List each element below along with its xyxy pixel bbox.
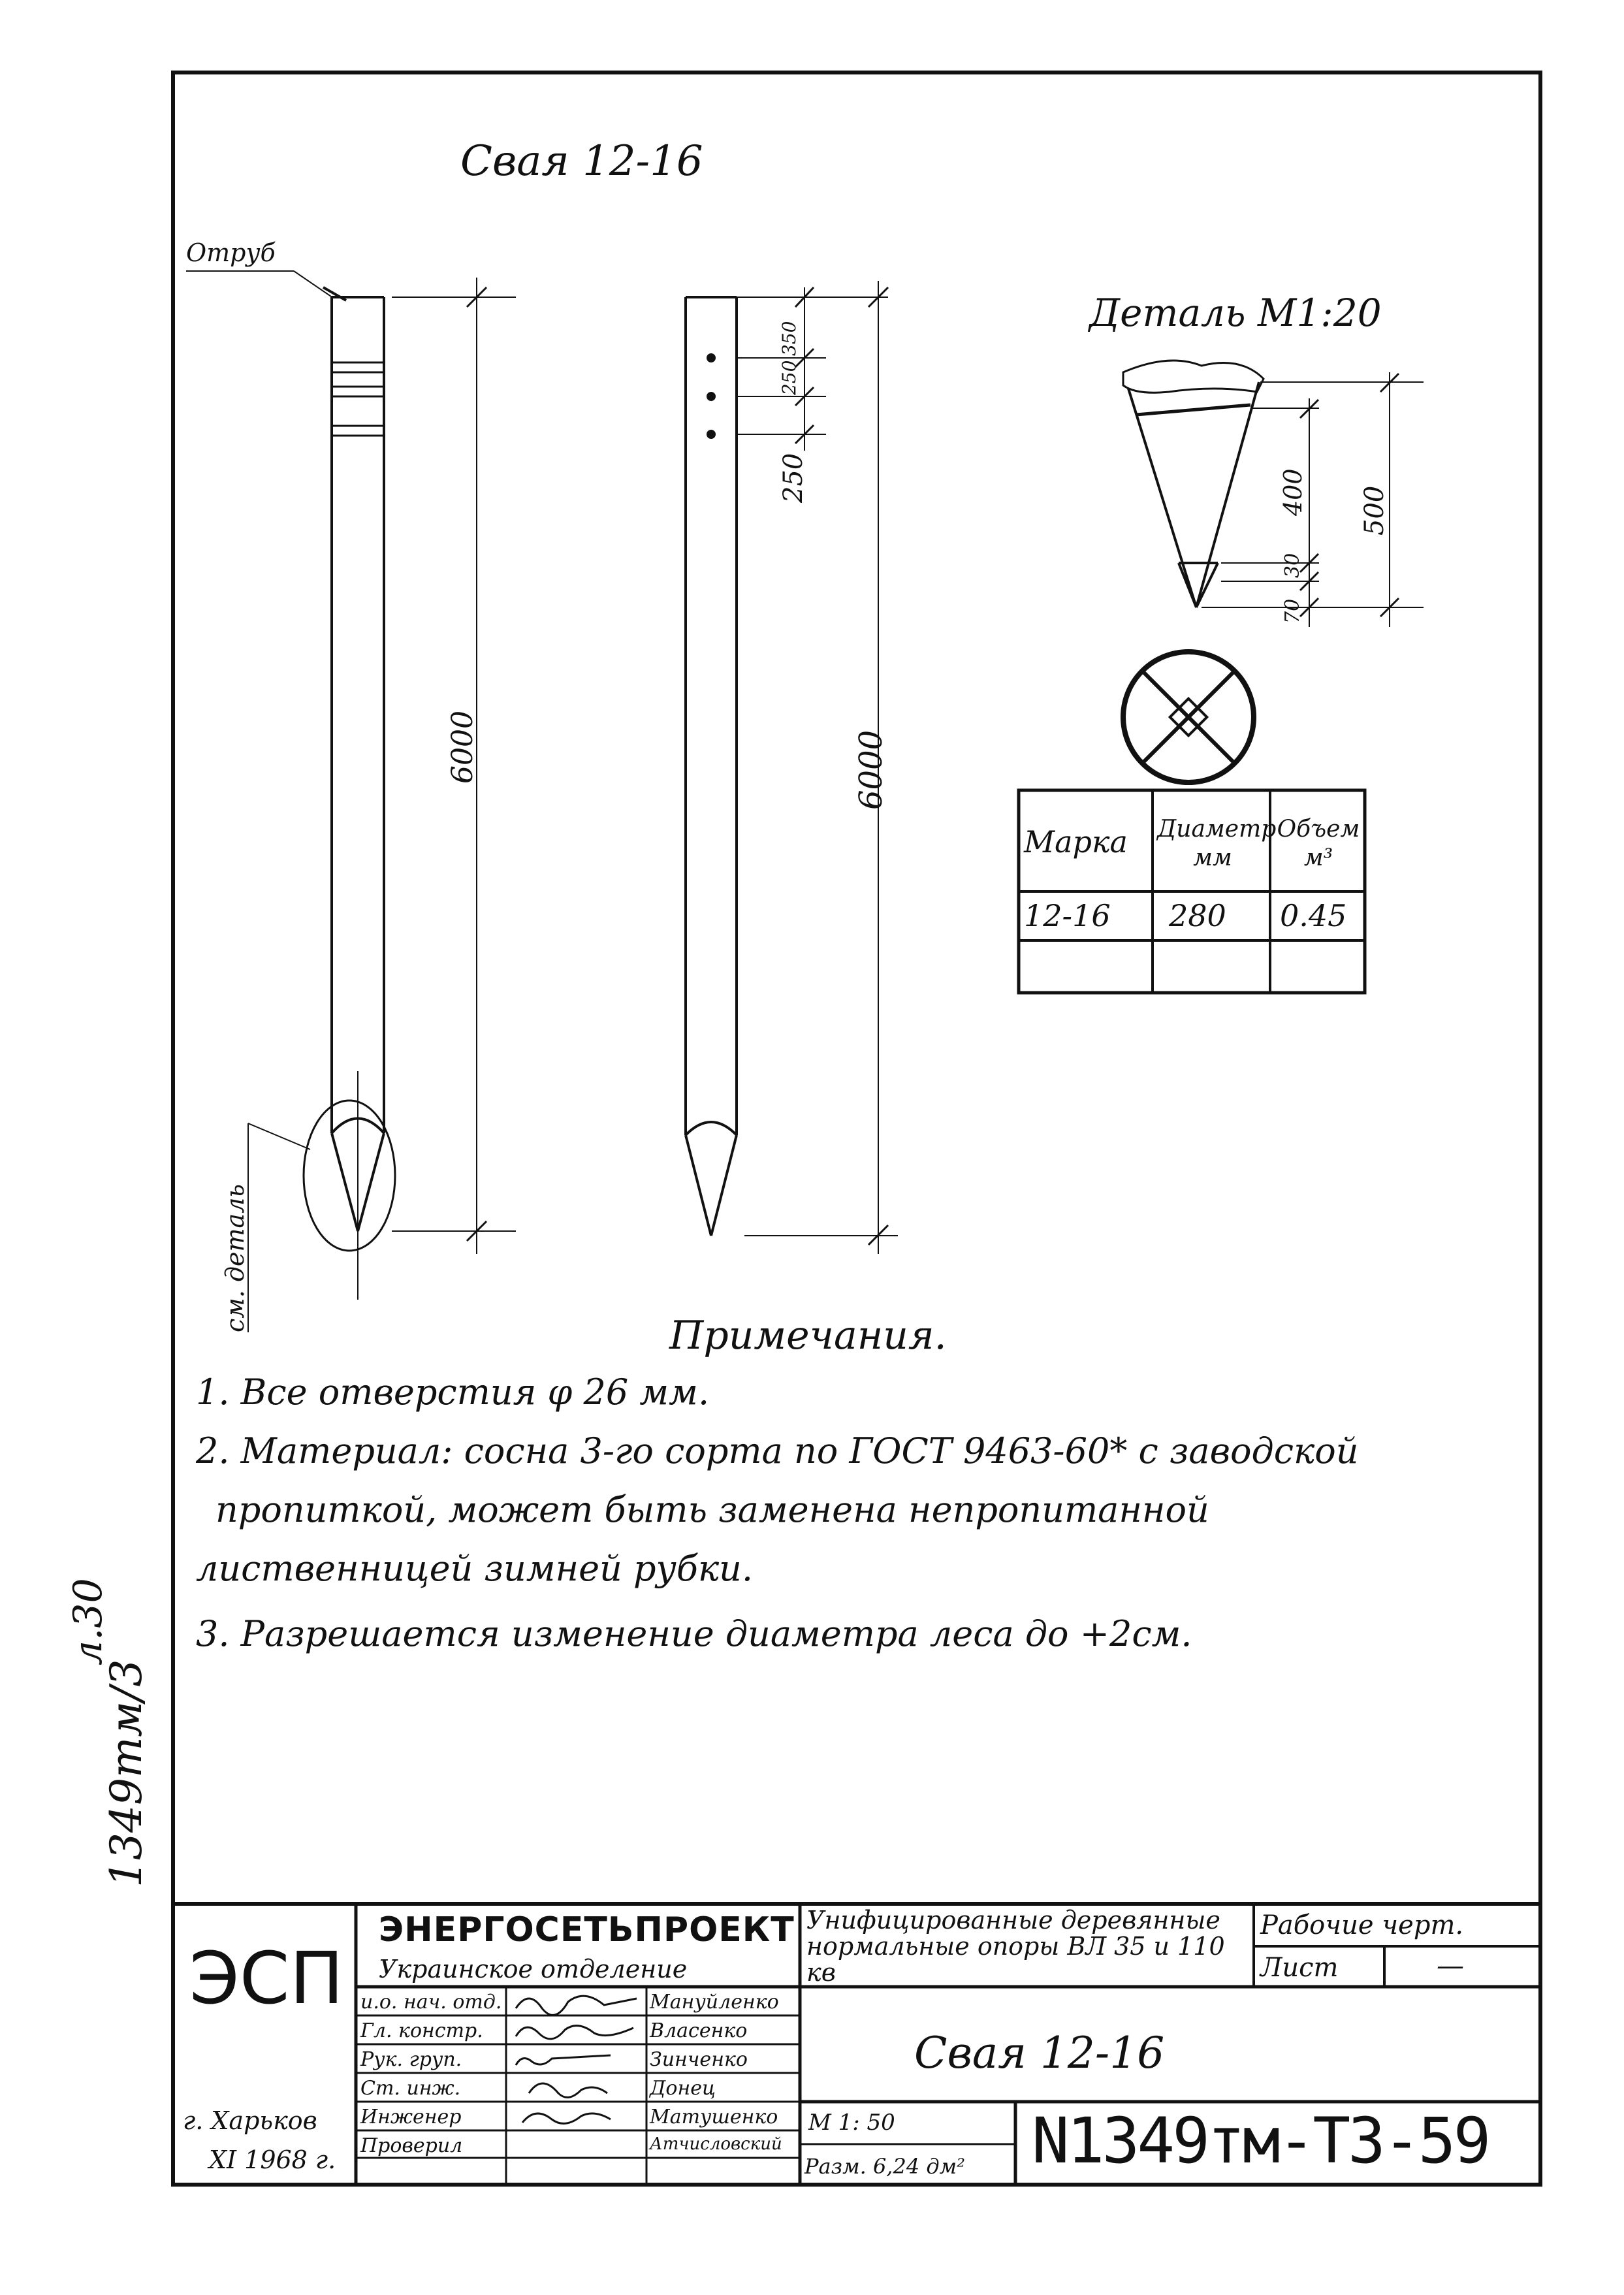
org-name: ЭНЕРГОСЕТЬПРОЕКТ — [379, 1910, 795, 1950]
left-length-dimension: 6000 — [446, 711, 479, 784]
see-detail-label: см. деталь — [221, 1183, 249, 1332]
sheet-label: Лист — [1260, 1953, 1339, 1983]
note-2-cont-1: пропиткой, может быть заменена непропитанной — [215, 1489, 1209, 1530]
staff-role-5: Инженер — [360, 2106, 462, 2128]
table-header-mark: Марка — [1024, 824, 1128, 859]
otrub-label: Отруб — [186, 238, 276, 267]
table-header-diameter: Диаметр мм — [1157, 816, 1277, 871]
table-header-volume: Объем м³ — [1277, 816, 1360, 871]
staff-role-3: Рук. груп. — [360, 2048, 462, 2071]
hole-spacing-1: 350 — [778, 321, 800, 356]
detail-dim-500: 500 — [1360, 485, 1390, 536]
note-1: 1. Все отверстия φ 26 мм. — [196, 1372, 710, 1413]
table-cell-diameter: 280 — [1169, 898, 1226, 933]
doc-type: Рабочие черт. — [1260, 1910, 1464, 1940]
note-2-cont-2: лиственницей зимней рубки. — [196, 1548, 754, 1589]
hole-spacing-2: 250 — [778, 360, 800, 395]
detail-dim-400: 400 — [1279, 468, 1307, 516]
staff-role-1: и.о. нач. отд. — [360, 1991, 502, 2014]
table-cell-volume: 0.45 — [1280, 898, 1347, 933]
staff-role-4: Ст. инж. — [360, 2077, 461, 2100]
project-name: Унифицированные деревянные нормальные опоры ВЛ 35 и 110 кв — [806, 1906, 1225, 1987]
sheet-value: — — [1437, 1950, 1464, 1982]
detail-dim-70: 70 — [1281, 598, 1304, 624]
notes-heading: Примечания. — [669, 1313, 947, 1358]
staff-name-1: Мануйленко — [650, 1991, 779, 2014]
right-length-dimension: 6000 — [853, 730, 889, 810]
drawing-title: Свая 12-16 — [460, 137, 703, 185]
staff-name-4: Донец — [650, 2077, 716, 2100]
staff-name-2: Власенко — [650, 2019, 748, 2042]
city: г. Харьков — [183, 2106, 317, 2135]
note-3: 3. Разрешается изменение диаметра леса до +2см. — [196, 1613, 1192, 1654]
org-dept: Украинское отделение — [379, 1955, 688, 1983]
date: XI 1968 г. — [209, 2145, 336, 2174]
staff-name-6: Атчисловский — [650, 2134, 782, 2154]
scale: М 1: 50 — [808, 2110, 895, 2136]
drawing-number: N1349тм-Т3-59 — [1032, 2104, 1489, 2177]
detail-dim-30: 30 — [1281, 553, 1304, 578]
hole-spacing-3: 250 — [778, 453, 808, 503]
item-name: Свая 12-16 — [914, 2028, 1165, 2078]
detail-title: Деталь М1:20 — [1089, 291, 1382, 335]
note-2: 2. Материал: сосна 3-го сорта по ГОСТ 9463-60* с заводской — [196, 1430, 1359, 1471]
staff-role-2: Гл. констр. — [360, 2019, 483, 2042]
table-cell-mark: 12-16 — [1024, 898, 1111, 933]
esp-logo: ЭСП — [189, 1936, 344, 2020]
margin-code: 1349тм/3 — [101, 1659, 151, 1887]
margin-sheet-number: л.30 — [65, 1578, 111, 1665]
size: Разм. 6,24 дм² — [804, 2154, 965, 2179]
staff-name-3: Зинченко — [650, 2048, 748, 2071]
staff-role-6: Проверил — [360, 2134, 463, 2157]
staff-name-5: Матушенко — [650, 2106, 778, 2128]
